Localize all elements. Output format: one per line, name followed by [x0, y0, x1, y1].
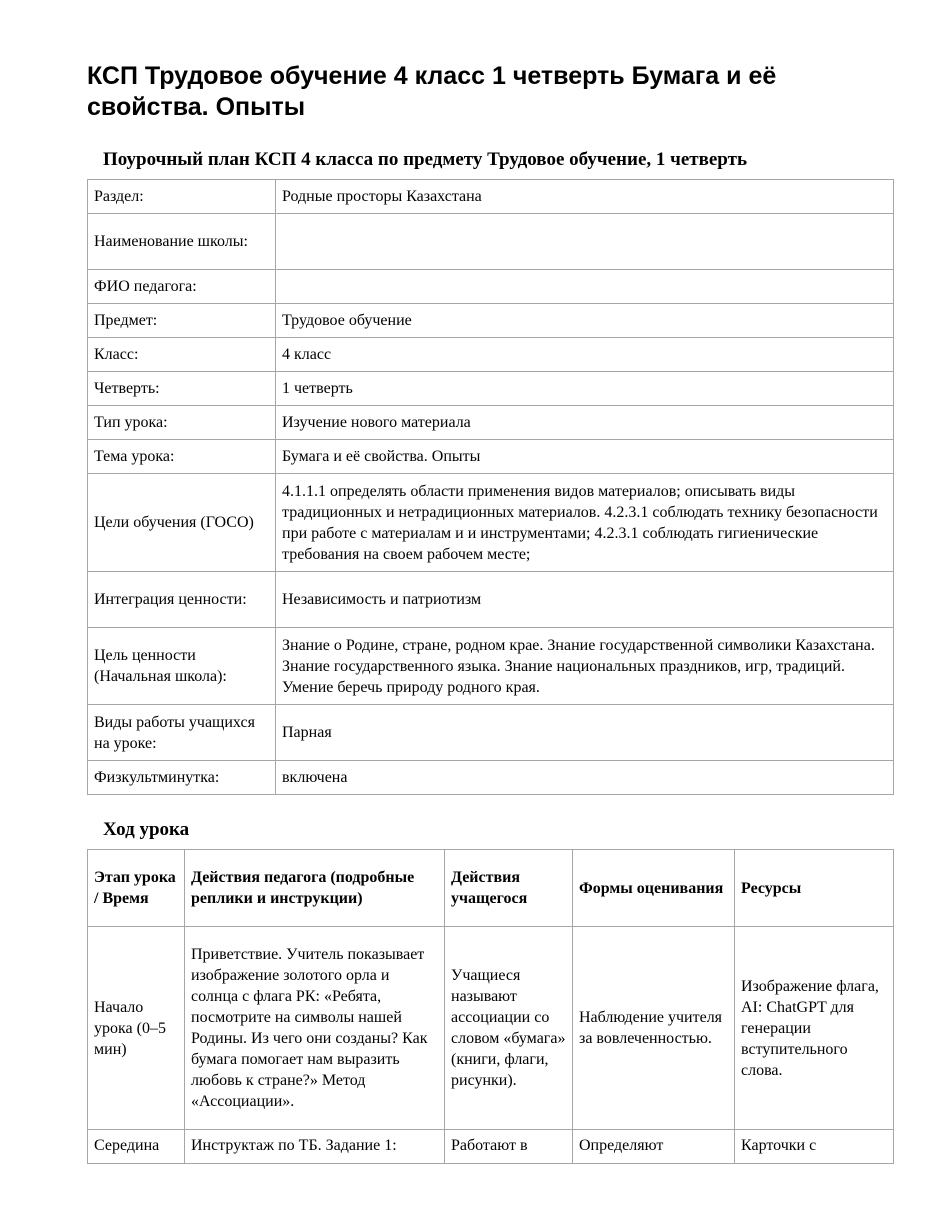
- course-cell: Начало урока (0–5 мин): [88, 927, 185, 1130]
- info-value: [276, 214, 894, 270]
- info-value: 4 класс: [276, 338, 894, 372]
- info-label: Виды работы учащихся на уроке:: [88, 705, 276, 761]
- course-header-cell: Ресурсы: [735, 850, 894, 927]
- info-label: Цель ценности (Начальная школа):: [88, 628, 276, 705]
- lesson-course-table: [87, 849, 894, 1164]
- info-row: [88, 372, 894, 406]
- course-header-cell: Этап урока / Время: [88, 850, 185, 927]
- plan-heading: Поурочный план КСП 4 класса по предмету Трудовое обучение, 1 четверть: [103, 149, 747, 170]
- info-label: Цели обучения (ГОСО): [88, 474, 276, 572]
- info-value: включена: [276, 761, 894, 795]
- course-cell: Приветствие. Учитель показывает изображение золотого орла и солнца с флага РК: «Ребята, посмотрите на символы нашей Родины. Из чего они созданы? Как бумага помогает нам выразить любовь к стране?» Метод «Ассоциации».: [185, 927, 445, 1130]
- info-row: [88, 214, 894, 270]
- info-label: Тип урока:: [88, 406, 276, 440]
- course-cell: Работают в: [445, 1130, 573, 1164]
- course-cell: Наблюдение учителя за вовлеченностью.: [573, 927, 735, 1130]
- info-row: [88, 572, 894, 628]
- info-label: Физкультминутка:: [88, 761, 276, 795]
- course-heading: Ход урока: [103, 819, 190, 840]
- info-value: Родные просторы Казахстана: [276, 180, 894, 214]
- info-label: Интеграция ценности:: [88, 572, 276, 628]
- info-value: Независимость и патриотизм: [276, 572, 894, 628]
- info-row: [88, 406, 894, 440]
- info-label: Четверть:: [88, 372, 276, 406]
- course-cell: Изображение флага, AI: ChatGPT для генерации вступительного слова.: [735, 927, 894, 1130]
- info-row: [88, 440, 894, 474]
- info-label: Раздел:: [88, 180, 276, 214]
- course-header-row: [88, 850, 894, 927]
- info-value: Знание о Родине, стране, родном крае. Знание государственной символики Казахстана. Знание государственного языка. Знание национальных праздников, игр, традиций. Умение беречь природу родного края.: [276, 628, 894, 705]
- info-value: Трудовое обучение: [276, 304, 894, 338]
- page-title: КСП Трудовое обучение 4 класс 1 четверть Бумага и её свойства. Опыты: [87, 62, 777, 121]
- info-row: [88, 628, 894, 705]
- course-row: [88, 1130, 894, 1164]
- info-row: [88, 474, 894, 572]
- info-row: [88, 705, 894, 761]
- info-row: [88, 304, 894, 338]
- info-label: Предмет:: [88, 304, 276, 338]
- info-value: 4.1.1.1 определять области применения видов материалов; описывать виды традиционных и нетрадиционных материалов. 4.2.3.1 соблюдать технику безопасности при работе с материалам и и инструментами; 4.2.3.1 соблюдать гигиенические требования на своем рабочем месте;: [276, 474, 894, 572]
- info-label: Наименование школы:: [88, 214, 276, 270]
- info-row: [88, 270, 894, 304]
- info-label: Класс:: [88, 338, 276, 372]
- info-row: [88, 761, 894, 795]
- lesson-info-table: [87, 179, 894, 795]
- info-row: [88, 180, 894, 214]
- course-row: [88, 927, 894, 1130]
- course-cell: Инструктаж по ТБ. Задание 1:: [185, 1130, 445, 1164]
- course-cell: Определяют: [573, 1130, 735, 1164]
- course-cell: Учащиеся называют ассоциации со словом «бумага» (книги, флаги, рисунки).: [445, 927, 573, 1130]
- course-cell: Середина: [88, 1130, 185, 1164]
- info-value: [276, 270, 894, 304]
- info-value: Изучение нового материала: [276, 406, 894, 440]
- info-value: Бумага и её свойства. Опыты: [276, 440, 894, 474]
- course-header-cell: Действия педагога (подробные реплики и инструкции): [185, 850, 445, 927]
- info-label: ФИО педагога:: [88, 270, 276, 304]
- course-header-cell: Формы оценивания: [573, 850, 735, 927]
- info-value: Парная: [276, 705, 894, 761]
- info-value: 1 четверть: [276, 372, 894, 406]
- info-label: Тема урока:: [88, 440, 276, 474]
- course-header-cell: Действия учащегося: [445, 850, 573, 927]
- course-cell: Карточки с: [735, 1130, 894, 1164]
- info-row: [88, 338, 894, 372]
